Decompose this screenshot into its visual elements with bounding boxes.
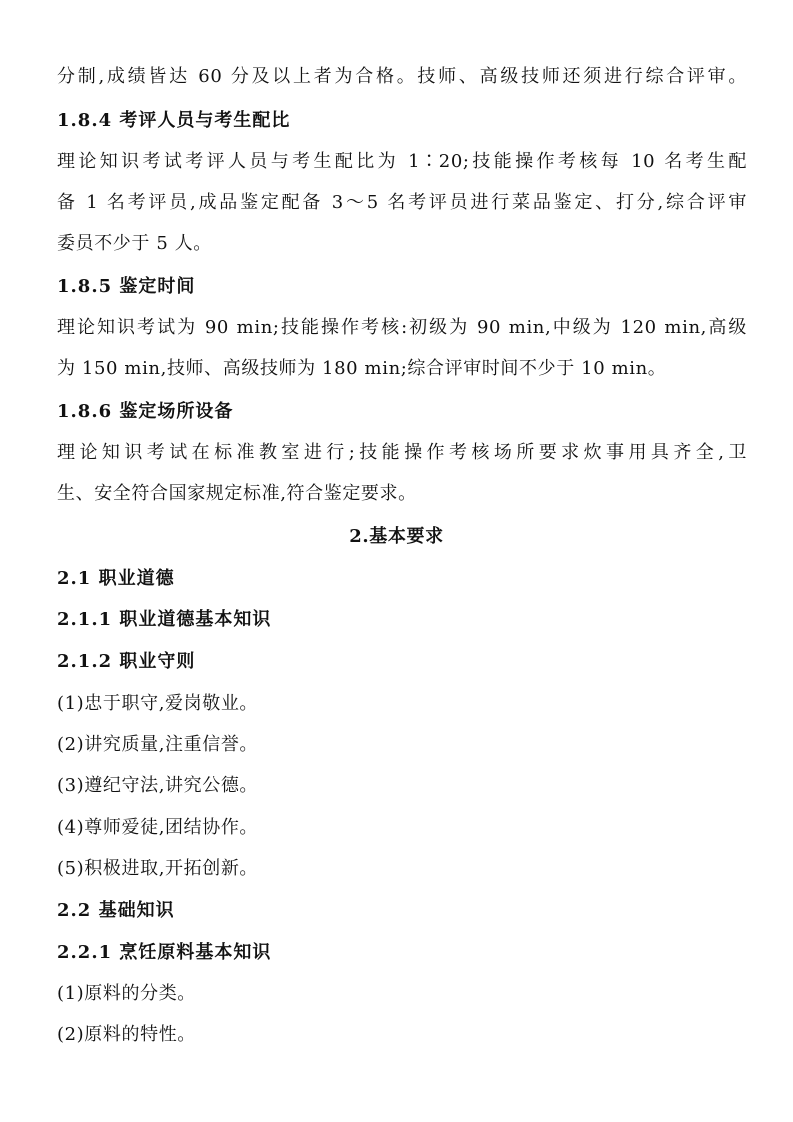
section-heading-2-1-2: 2.1.2 职业守则 — [57, 651, 196, 672]
list-item: (2)讲究质量,注重信誉。 — [57, 734, 259, 755]
list-item: (2)原料的特性。 — [57, 1024, 196, 1045]
section-heading-2-2: 2.2 基础知识 — [57, 900, 175, 921]
paragraph-line: 委员不少于 5 人。 — [57, 233, 212, 254]
list-item: (1)原料的分类。 — [57, 983, 196, 1004]
list-item: (1)忠于职守,爱岗敬业。 — [57, 693, 259, 714]
section-heading-2-1-1: 2.1.1 职业道德基本知识 — [57, 609, 272, 630]
section-heading-1-8-6: 1.8.6 鉴定场所设备 — [57, 401, 234, 422]
paragraph-line: 理论知识考试为 90 min;技能操作考核:初级为 90 min,中级为 120 min,高级 — [57, 317, 747, 338]
paragraph-line: 理论知识考试考评人员与考生配比为 1∶20;技能操作考核每 10 名考生配 — [57, 151, 747, 172]
chapter-heading: 2.基本要求 — [349, 526, 444, 547]
paragraph-line: 备 1 名考评员,成品鉴定配备 3～5 名考评员进行菜品鉴定、打分,综合评审 — [57, 192, 747, 213]
list-item: (4)尊师爱徒,团结协作。 — [57, 817, 259, 838]
paragraph-line: 理论知识考试在标准教室进行;技能操作考核场所要求炊事用具齐全,卫 — [57, 442, 747, 463]
paragraph-line: 生、安全符合国家规定标准,符合鉴定要求。 — [57, 483, 417, 504]
list-item: (3)遵纪守法,讲究公德。 — [57, 775, 259, 796]
section-heading-2-2-1: 2.2.1 烹饪原料基本知识 — [57, 942, 272, 963]
section-heading-2-1: 2.1 职业道德 — [57, 568, 175, 589]
section-heading-1-8-4: 1.8.4 考评人员与考生配比 — [57, 110, 291, 131]
paragraph-line: 为 150 min,技师、高级技师为 180 min;综合评审时间不少于 10 min。 — [57, 358, 667, 379]
section-heading-1-8-5: 1.8.5 鉴定时间 — [57, 276, 196, 297]
list-item: (5)积极进取,开拓创新。 — [57, 858, 259, 879]
paragraph-line: 分制,成绩皆达 60 分及以上者为合格。技师、高级技师还须进行综合评审。 — [57, 66, 747, 87]
